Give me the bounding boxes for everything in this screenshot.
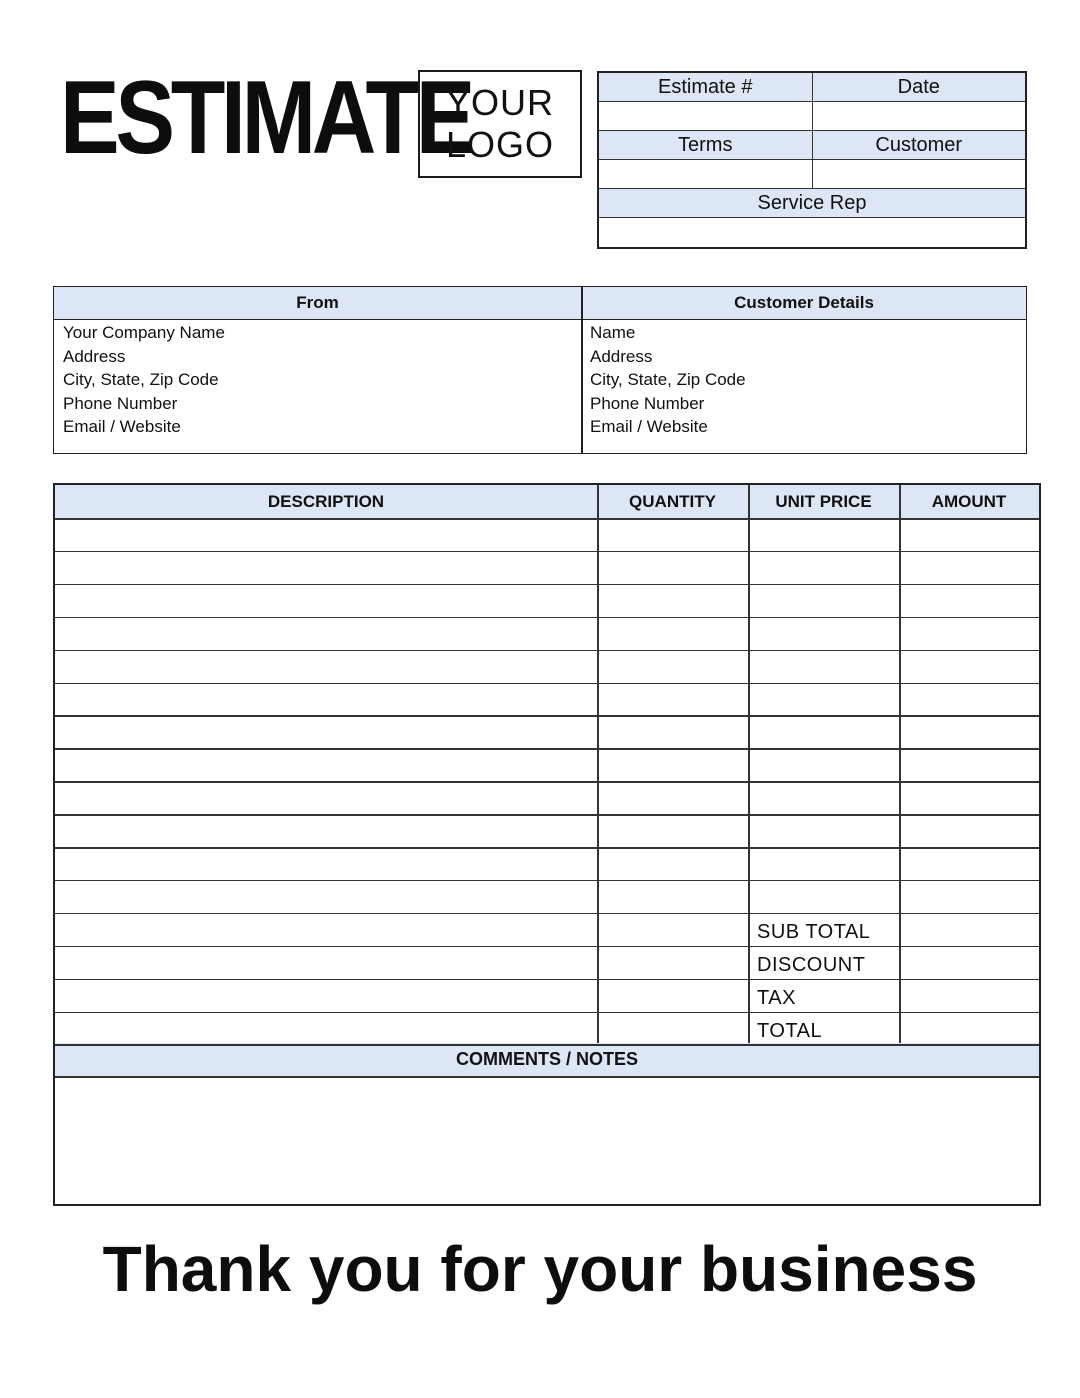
discount-label: DISCOUNT (757, 954, 866, 976)
item-cell[interactable] (749, 684, 899, 715)
customer-label: Customer (875, 133, 963, 156)
item-cell[interactable] (598, 716, 748, 747)
amount-header: AMOUNT (931, 491, 1007, 511)
from-customer-table (53, 286, 1027, 454)
item-cell[interactable] (598, 585, 748, 616)
item-cell[interactable] (598, 881, 748, 912)
from-city-state-zip[interactable]: City, State, Zip Code (63, 370, 219, 390)
item-cell[interactable] (900, 519, 1039, 550)
item-cell[interactable] (900, 618, 1039, 649)
date-label: Date (897, 75, 940, 98)
description-header: DESCRIPTION (267, 491, 385, 511)
item-cell[interactable] (55, 848, 597, 879)
item-cell[interactable] (749, 552, 899, 583)
item-cell[interactable] (900, 651, 1039, 682)
row-divider (55, 1044, 1039, 1046)
customer-city-state-zip[interactable]: City, State, Zip Code (590, 370, 746, 390)
terms-label: Terms (599, 131, 813, 159)
unit-price-header: UNIT PRICE (775, 491, 872, 511)
item-cell[interactable] (749, 815, 899, 846)
item-cell[interactable] (749, 848, 899, 879)
item-cell[interactable] (598, 980, 748, 1011)
item-cell[interactable] (900, 980, 1039, 1011)
item-cell[interactable] (55, 684, 597, 715)
comments-notes-field[interactable] (55, 1077, 1039, 1204)
subtotal-label: SUB TOTAL (757, 921, 871, 943)
item-cell[interactable] (598, 947, 748, 978)
customer-address[interactable]: Address (590, 346, 653, 366)
item-cell[interactable] (900, 552, 1039, 583)
customer-name[interactable]: Name (590, 323, 636, 342)
service-rep-field[interactable] (599, 218, 1025, 247)
item-cell[interactable] (598, 914, 748, 945)
item-cell[interactable] (749, 519, 899, 550)
item-cell[interactable] (900, 914, 1039, 945)
column-divider (581, 287, 583, 453)
from-company-name[interactable]: Your Company Name (63, 323, 225, 342)
item-cell[interactable] (900, 749, 1039, 780)
from-lines (63, 321, 225, 439)
customer-email-website[interactable]: Email / Website (590, 417, 708, 437)
item-cell[interactable] (55, 881, 597, 912)
logo-placeholder (418, 70, 582, 178)
terms-field[interactable] (599, 160, 813, 188)
item-cell[interactable] (598, 1013, 748, 1044)
item-cell[interactable] (55, 585, 597, 616)
customer-field[interactable] (813, 160, 1026, 188)
item-cell[interactable] (55, 519, 597, 550)
tax-label: TAX (757, 987, 796, 1009)
item-cell[interactable] (55, 980, 597, 1011)
item-cell[interactable] (598, 749, 748, 780)
from-phone[interactable]: Phone Number (63, 393, 178, 413)
thank-you-message: Thank you for your business (102, 1233, 978, 1305)
item-cell[interactable] (55, 1013, 597, 1044)
item-cell[interactable] (598, 651, 748, 682)
item-cell[interactable] (900, 716, 1039, 747)
comments-notes-header: COMMENTS / NOTES (455, 1049, 638, 1069)
item-cell[interactable] (598, 684, 748, 715)
item-cell[interactable] (900, 815, 1039, 846)
item-cell[interactable] (55, 815, 597, 846)
total-label: TOTAL (757, 1020, 823, 1042)
customer-lines (590, 321, 746, 439)
customer-details-header: Customer Details (582, 287, 1026, 320)
item-cell[interactable] (900, 848, 1039, 879)
quantity-header: QUANTITY (629, 491, 716, 511)
item-cell[interactable] (749, 716, 899, 747)
item-cell[interactable] (55, 651, 597, 682)
item-cell[interactable] (749, 585, 899, 616)
item-cell[interactable] (55, 749, 597, 780)
line-items-table (53, 483, 1041, 1206)
item-cell[interactable] (598, 552, 748, 583)
item-cell[interactable] (900, 947, 1039, 978)
item-cell[interactable] (749, 782, 899, 813)
estimate-number-label: Estimate # (599, 73, 813, 101)
from-header: From (54, 287, 581, 320)
item-cell[interactable] (55, 914, 597, 945)
item-cell[interactable] (55, 552, 597, 583)
service-rep-label: Service Rep (757, 191, 867, 214)
item-cell[interactable] (749, 749, 899, 780)
date-field[interactable] (813, 102, 1026, 130)
customer-phone[interactable]: Phone Number (590, 393, 705, 413)
item-cell[interactable] (749, 881, 899, 912)
logo-line-1: YOUR (445, 82, 554, 123)
comments-divider (55, 1076, 1039, 1078)
estimate-number-field[interactable] (599, 102, 813, 130)
from-email-website[interactable]: Email / Website (63, 417, 181, 437)
from-address[interactable]: Address (63, 346, 126, 366)
item-cell[interactable] (900, 782, 1039, 813)
item-cell[interactable] (598, 519, 748, 550)
item-cell[interactable] (598, 815, 748, 846)
item-cell[interactable] (598, 848, 748, 879)
item-cell[interactable] (598, 618, 748, 649)
document-title: ESTIMATE (60, 60, 472, 176)
item-cell[interactable] (55, 716, 597, 747)
estimate-meta-table (597, 71, 1027, 249)
item-cell[interactable] (598, 782, 748, 813)
item-cell[interactable] (55, 947, 597, 978)
logo-line-2: LOGO (445, 124, 555, 165)
item-cell[interactable] (749, 651, 899, 682)
item-cell[interactable] (900, 585, 1039, 616)
item-cell[interactable] (900, 1013, 1039, 1044)
item-cell[interactable] (749, 618, 899, 649)
item-cell[interactable] (900, 881, 1039, 912)
item-cell[interactable] (55, 618, 597, 649)
item-cell[interactable] (55, 782, 597, 813)
item-cell[interactable] (900, 684, 1039, 715)
